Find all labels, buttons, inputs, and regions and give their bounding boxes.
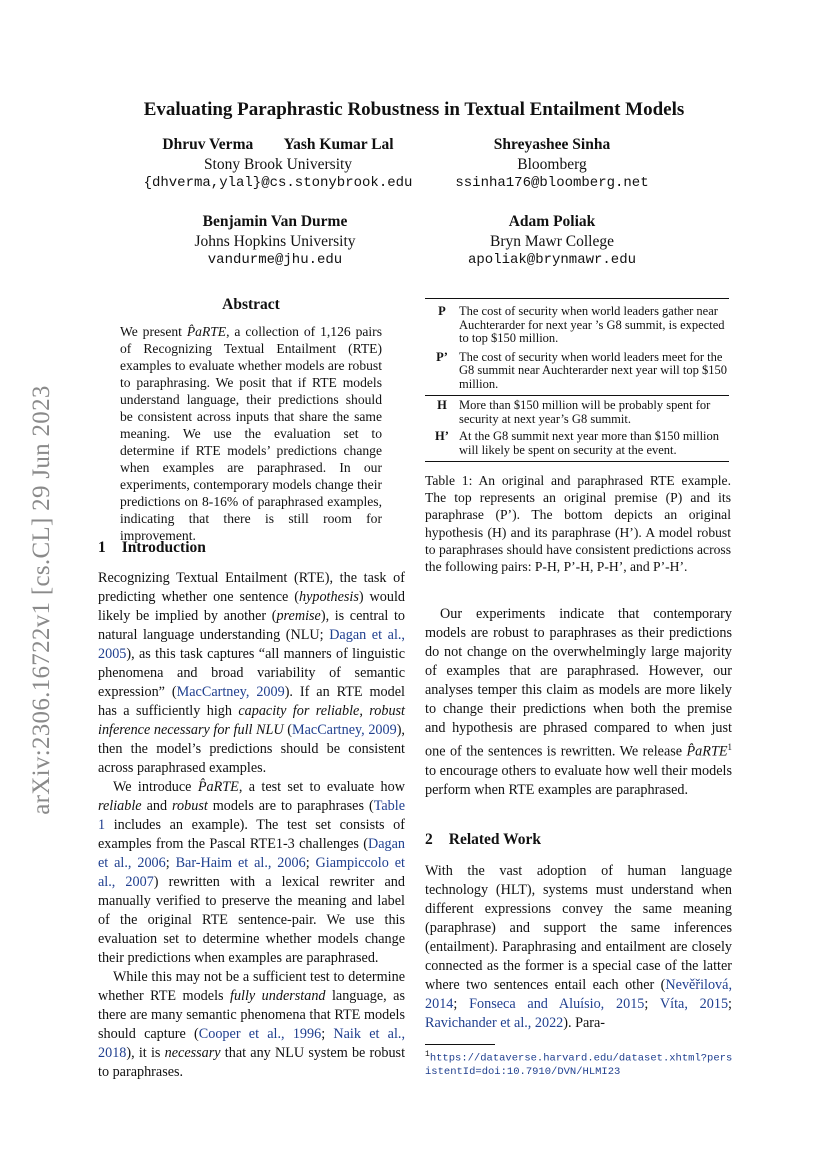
row-text: The cost of security when world leaders gather near Auchterarder for next year ’s G8 summit, is expected to top $150 million. (459, 304, 725, 345)
dataset-name: P̂aRTE (186, 324, 227, 339)
paragraph: While this may not be a sufficient test to determine whether RTE models fully understand language, as there are many semantic phenomena that RTE models should capture (Cooper et al., 1996; Naik et al., 2018), it is necessary that any NLU system be robust to paraphrases. (98, 969, 406, 1080)
abstract-text: , a collection of 1,126 pairs of Recognizing Textual Entailment (RTE) examples to evaluate whether models are robust to paraphrasing. We posit that if RTE models understand language, their predictions should be consistent across inputs that share the same meaning. We use the evaluation set to determine if RTE models’ predictions change when examples are paraphrased. In our experiments, contemporary models change their predictions on 8-16% of paraphrased examples, indicating that there is still room for improvement. (120, 324, 383, 543)
abstract-heading: Abstract (222, 296, 280, 313)
citation-link[interactable]: MacCartney, 2009 (291, 722, 397, 738)
right-column-paragraph (425, 605, 732, 800)
citation-link[interactable]: Fonseca and Aluísio, 2015 (469, 996, 645, 1012)
footnote (425, 1048, 735, 1079)
footnote-url-link[interactable]: https://dataverse.harvard.edu/dataset.xhtml?persistentId=doi:10.7910/DVN/HLMI23 (425, 1052, 733, 1078)
citation-link[interactable]: Bar-Haim et al., 2006 (175, 855, 306, 871)
paragraph: Recognizing Textual Entailment (RTE), the task of predicting whether one sentence (hypothesis) would likely be implied by another (premise), is central to natural language understanding (NLU; Dagan et al., 2005), as this task captures “all manners of linguistic phenomena and broad variability of semantic expression” (MacCartney, 2009). If an RTE model has a sufficiently high capacity for reliable, robust inference necessary for full NLU (MacCartney, 2009), then the model’s predictions should be consistent across paraphrased examples. (98, 570, 406, 776)
row-label: P (438, 304, 446, 318)
citation-link[interactable]: Giampiccolo et al., 2007 (98, 855, 405, 890)
citation-link[interactable]: MacCartney, 2009 (176, 684, 285, 700)
author-email: {dhverma,ylal}@cs.stonybrook.edu (143, 175, 413, 191)
paragraph: Our experiments indicate that contemporary models are robust to paraphrases as their predictions do not change on the overwhelmingly large majority of examples that are paraphrased. However, our analyses temper this claim as models are more likely to change their predictions when both the premise and hypothesis are phrased compared to when just one of the sentences is rewritten. We release P̂aRTE$^1$ to encourage others to evaluate how well their models perform when RTE examples are paraphrased. (425, 606, 732, 798)
author-names: Benjamin Van Durme (202, 213, 348, 230)
paragraph: With the vast adoption of human language technology (HLT), systems must understand when different expressions convey the same meaning (paraphrase) and support the same inferences (entailment). Paraphrasing and entailment are closely connected as the former is a special case of the latter where two sentences entail each other (Nevěřilová, 2014; Fonseca and Aluísio, 2015; Víta, 2015; Ravichander et al., 2022). Para- (425, 863, 732, 1031)
table-row (425, 399, 729, 426)
section-heading-related-work (425, 831, 541, 849)
row-text: At the G8 summit next year more than $150 million will likely be spent on security at the event. (459, 429, 720, 457)
citation-link[interactable]: Dagan et al., 2006 (98, 836, 405, 871)
dataset-name: P̂aRTE (197, 779, 239, 795)
introduction-body (98, 569, 405, 1082)
author-names: Shreyashee Sinha (493, 136, 611, 153)
author-affiliation: Bloomberg (517, 155, 587, 173)
author-block-3 (150, 212, 400, 271)
citation-link[interactable]: Cooper et al., 1996 (198, 1026, 322, 1042)
row-label: H (437, 398, 447, 412)
author-block-1 (118, 135, 438, 194)
row-text: The cost of security when world leaders meet for the G8 summit near Auchterarder next year will top $150 million. (459, 349, 727, 391)
row-label: P’ (436, 349, 448, 364)
table-row (425, 351, 729, 392)
author-block-4 (430, 212, 674, 271)
table-1 (425, 298, 729, 462)
author-email: vandurme@jhu.edu (207, 252, 343, 268)
paragraph: We introduce P̂aRTE, a test set to evaluate how reliable and robust models are to paraphrases (Table 1 includes an example). The test set consists of examples from the Pascal RTE1-3 challenges (Dagan et al., 2006; Bar-Haim et al., 2006; Giampiccolo et al., 2007) rewritten with a lexical rewriter and manually verified to preserve the meaning and label of the original RTE sentence-pair. We use this evaluation set to determine whether models change their predictions when examples are paraphrased. (98, 779, 405, 966)
author-names: Dhruv Verma Yash Kumar Lal (162, 136, 394, 153)
author-names: Adam Poliak (508, 213, 596, 230)
citation-link[interactable]: Ravichander et al., 2022 (425, 1015, 564, 1031)
table-row (425, 430, 729, 457)
section-heading-introduction (98, 539, 206, 557)
arxiv-id: arXiv:2306.16722v1 [cs.CL] 29 Jun 2023 (28, 385, 55, 815)
paper-title: Evaluating Paraphrastic Robustness in Textual Entailment Models (143, 99, 685, 120)
citation-link[interactable]: Dagan et al., 2005 (98, 627, 405, 662)
author-email: ssinha176@bloomberg.net (455, 175, 649, 191)
related-work-body (425, 862, 732, 1033)
table-row (425, 305, 729, 346)
citation-link[interactable]: Naik et al., 2018 (98, 1026, 406, 1061)
footnote-number: 1 (425, 1050, 430, 1059)
section-title: Related Work (448, 831, 542, 848)
citation-link[interactable]: Nevěřilová, 2014 (425, 977, 732, 1012)
arxiv-sidebar-stamp (18, 320, 66, 880)
author-block-2 (430, 135, 674, 194)
author-affiliation: Bryn Mawr College (490, 232, 614, 250)
abstract-text: We present (120, 324, 187, 339)
footnote-mark: 1 (727, 742, 732, 752)
abstract-body (120, 323, 382, 544)
table-1-caption: Table 1: An original and paraphrased RTE example. The top represents an original premise (P) and its paraphrase (P’). The bottom depicts an original hypothesis (H) and its paraphrase (H’). A model robust to paraphrases should have consistent predictions across the following pairs: P-H, P’-H, P-H’, and P’-H’. (425, 473, 731, 575)
footnote-rule (425, 1044, 495, 1045)
citation-link[interactable]: Víta, 2015 (659, 996, 729, 1012)
author-affiliation: Stony Brook University (203, 155, 353, 173)
table-bottom-rule (425, 461, 729, 462)
section-title: Introduction (121, 539, 206, 556)
author-email: apoliak@brynmawr.edu (467, 252, 637, 268)
section-number: 2 (425, 831, 433, 848)
section-number: 1 (98, 539, 106, 556)
dataset-name: P̂aRTE (686, 743, 728, 760)
author-affiliation: Johns Hopkins University (194, 232, 356, 250)
row-label: H’ (435, 429, 449, 443)
table-reference-link[interactable]: Table 1 (98, 798, 405, 833)
row-text: More than $150 million will be probably spent for security at next year’s G8 summit. (459, 398, 711, 426)
